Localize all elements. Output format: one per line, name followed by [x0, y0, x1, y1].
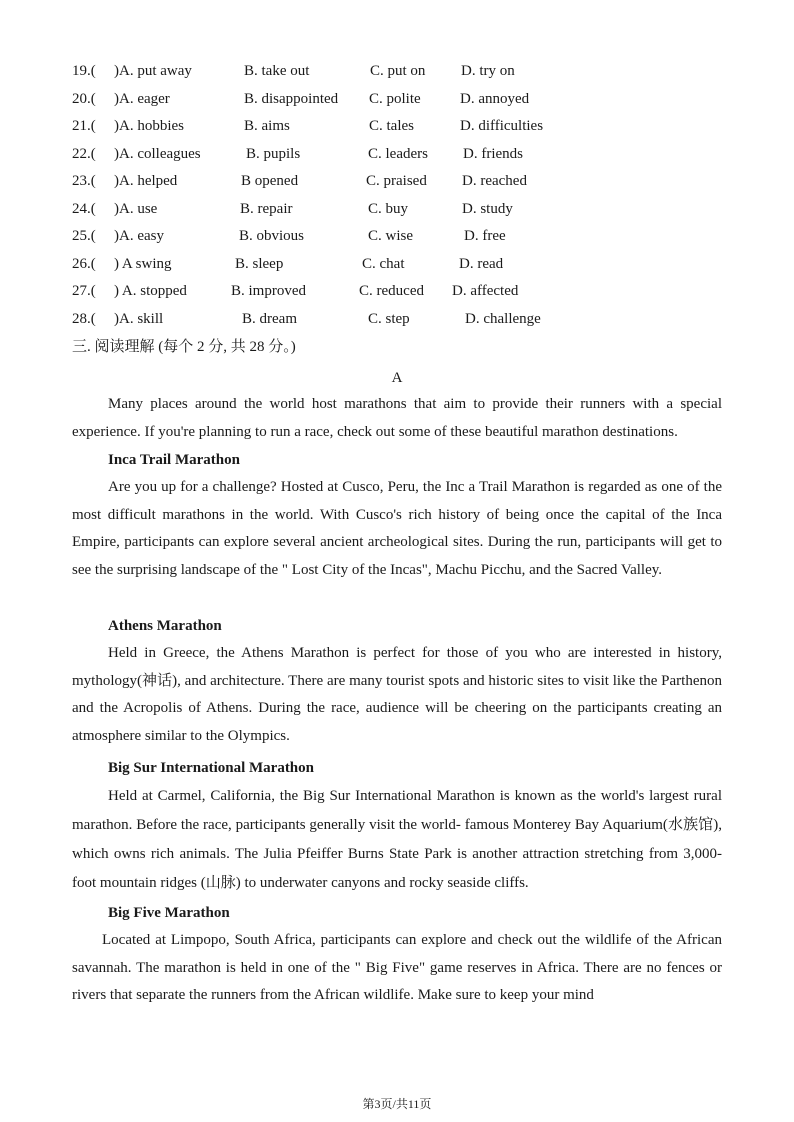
- option-a: )A. skill: [114, 310, 164, 327]
- option-d: D. study: [462, 200, 513, 217]
- passage-letter: A: [391, 370, 403, 386]
- question-number: 20.(: [72, 90, 96, 107]
- option-b: B. repair: [240, 200, 293, 217]
- section-body: Are you up for a challenge? Hosted at Cusco, Peru, the Inc a Trail Marathon is regarded as one of the most difficult marathons in the world. With Cusco's rich history of being once the capital of the Inca Empire, participants can explore several ancient archeological sites. During the run, participants will get to see the surprising landscape of the " Lost City of the Incas", Machu Picchu, and the Sacred Valley.: [72, 479, 722, 579]
- option-d: D. annoyed: [460, 90, 530, 107]
- question-number: 28.(: [72, 310, 96, 327]
- option-c: C. praised: [366, 173, 427, 189]
- section-heading: Athens Marathon: [108, 618, 222, 634]
- option-c: C. step: [368, 310, 410, 327]
- option-a: )A. helped: [114, 173, 178, 189]
- option-a: )A. use: [114, 200, 158, 217]
- option-b: B. disappointed: [244, 90, 339, 107]
- option-b: B. dream: [242, 310, 297, 327]
- option-c: C. wise: [368, 228, 413, 244]
- intro-paragraph: Many places around the world host marathons that aim to provide their runners with a special experience. If you're planning to run a race, check out some of these beautiful marathon destinations.: [72, 396, 722, 440]
- option-d: D. reached: [462, 173, 527, 189]
- option-a: ) A. stopped: [114, 283, 187, 299]
- question-number: 26.(: [72, 255, 96, 272]
- section-heading: Big Sur International Marathon: [108, 760, 314, 776]
- option-b: B. obvious: [239, 228, 305, 244]
- option-c: C. chat: [362, 255, 405, 272]
- option-a: )A. easy: [114, 228, 164, 244]
- option-a: )A. colleagues: [114, 145, 201, 162]
- option-b: B opened: [241, 173, 299, 189]
- option-a: )A. eager: [114, 90, 170, 107]
- option-b: B. improved: [231, 283, 306, 299]
- section-title: 三. 阅读理解 (每个 2 分, 共 28 分。): [72, 339, 296, 355]
- section-body: Held at Carmel, California, the Big Sur International Marathon is known as the world's largest rural marathon. Before the race, participants generally visit the world- famous Monterey Bay Aquarium(水族馆), which owns rich animals. The Julia Pfeiffer Burns State Park is another attraction stretching from 3,000- foot mountain ridges (山脉) to underwater canyons and rocky seaside cliffs.: [72, 788, 722, 891]
- option-a: )A. hobbies: [114, 118, 184, 134]
- option-c: C. tales: [369, 118, 414, 134]
- section-heading: Big Five Marathon: [108, 905, 230, 921]
- section-body: Located at Limpopo, South Africa, participants can explore and check out the wildlife of the African savannah. The marathon is held in one of the " Big Five" game reserves in Africa. There are no fences or rivers that separate the runners from the African wildlife. Make sure to keep your mind: [72, 932, 722, 1004]
- question-number: 25.(: [72, 228, 96, 244]
- option-d: D. challenge: [465, 310, 541, 327]
- option-b: B. take out: [244, 63, 310, 79]
- question-number: 22.(: [72, 145, 96, 162]
- option-d: D. affected: [452, 283, 519, 299]
- option-c: C. polite: [369, 90, 421, 107]
- question-number: 23.(: [72, 173, 96, 189]
- question-number: 19.(: [72, 63, 96, 79]
- question-number: 21.(: [72, 118, 96, 134]
- question-number: 27.(: [72, 283, 96, 299]
- option-b: B. aims: [244, 118, 290, 134]
- section-heading: Inca Trail Marathon: [108, 452, 240, 468]
- option-a: )A. put away: [114, 63, 192, 79]
- option-b: B. pupils: [246, 145, 301, 162]
- page-footer: 第3页/共11页: [362, 1097, 432, 1111]
- question-number: 24.(: [72, 200, 96, 217]
- option-d: D. free: [464, 228, 506, 244]
- option-d: D. read: [459, 255, 504, 272]
- option-a: ) A swing: [114, 255, 172, 272]
- option-c: C. buy: [368, 200, 409, 217]
- option-c: C. leaders: [368, 145, 428, 162]
- option-d: D. try on: [461, 63, 515, 79]
- option-d: D. friends: [463, 145, 523, 162]
- option-c: C. put on: [370, 63, 426, 79]
- option-c: C. reduced: [359, 283, 424, 299]
- option-b: B. sleep: [235, 255, 284, 272]
- section-body: Held in Greece, the Athens Marathon is perfect for those of you who are interested in history, mythology(神话), and architecture. There are many tourist spots and historic sites to visit like the Parthenon and the Acropolis of Athens. During the race, audience will be cheering on the participants creating an atmosphere similar to the Olympics.: [72, 645, 722, 745]
- option-d: D. difficulties: [460, 118, 544, 134]
